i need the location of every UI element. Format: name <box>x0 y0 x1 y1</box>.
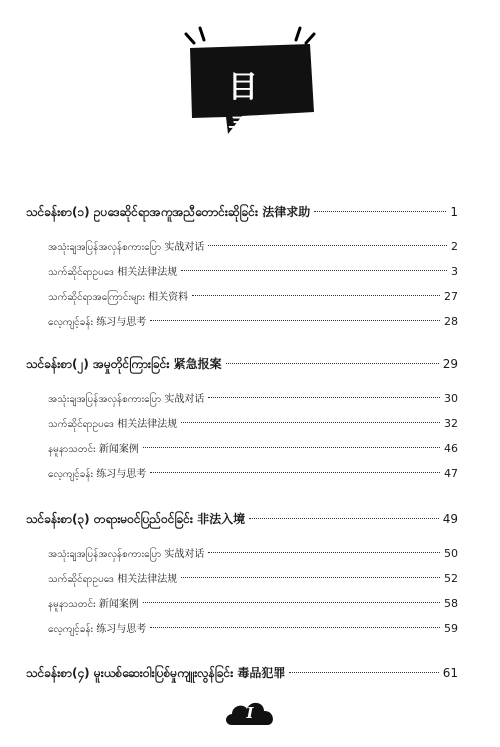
page-number: I <box>246 704 254 722</box>
toc-section-entry-label: အသုံးချအပြန်အလှန်စကားပြော 实战对话 <box>48 242 205 253</box>
toc-section-entry-page: 30 <box>444 392 458 405</box>
toc-section-entry-label: သက်ဆိုင်ရာဥပဒေ 相关法律法规 <box>48 574 178 585</box>
dot-leader <box>150 320 440 321</box>
toc-section-entry-page: 46 <box>444 442 458 455</box>
toc-chapter-entry-label: သင်ခန်းစာ(၄) မူးယစ်ဆေးဝါးပြစ်မှုကျူးလွန်ခြင်း 毒品犯罪 <box>26 666 286 680</box>
toc-section-entry-page: 27 <box>444 290 458 303</box>
toc-chapter-entry-page: 49 <box>442 512 458 526</box>
toc-chapter-entry[interactable] <box>26 664 458 683</box>
toc-section-entry-label: နမူနာသတင်း 新闻案例 <box>48 599 139 610</box>
toc-section-entry-page: 2 <box>451 240 458 253</box>
toc-section-entry-label: လေ့ကျင့်ခန်း 练习与思考 <box>48 317 147 328</box>
toc-section-entry-label: နမူနာသတင်း 新闻案例 <box>48 444 139 455</box>
toc-chapter-entry[interactable] <box>26 510 458 529</box>
toc-section-entry[interactable] <box>48 313 458 330</box>
dot-leader <box>208 245 447 246</box>
toc-chapter-entry-page: 29 <box>442 357 458 371</box>
dot-leader <box>249 518 439 519</box>
toc-section-entry-page: 59 <box>444 622 458 635</box>
dot-leader <box>150 472 440 473</box>
toc-section-entry-label: လေ့ကျင့်ခန်း 练习与思考 <box>48 469 147 480</box>
toc-chapter-entry-page: 1 <box>450 205 458 219</box>
toc-section-entry-page: 52 <box>444 572 458 585</box>
dot-leader <box>226 363 439 364</box>
dot-leader <box>314 211 446 212</box>
page-footer <box>222 697 278 731</box>
dot-leader <box>181 422 440 423</box>
toc-title: 目 录 <box>228 70 272 149</box>
toc-section-entry[interactable] <box>48 288 458 305</box>
dot-leader <box>208 552 440 553</box>
toc-section-entry-page: 28 <box>444 315 458 328</box>
toc-section-entry-page: 47 <box>444 467 458 480</box>
toc-chapter-entry-page: 61 <box>442 666 458 680</box>
toc-section-entry[interactable] <box>48 415 458 432</box>
dot-leader <box>143 602 440 603</box>
toc-section-entry[interactable] <box>48 238 458 255</box>
toc-section-entry[interactable] <box>48 263 458 280</box>
toc-section-entry-label: လေ့ကျင့်ခန်း 练习与思考 <box>48 624 147 635</box>
toc-section-entry-label: အသုံးချအပြန်အလှန်စကားပြော 实战对话 <box>48 549 205 560</box>
toc-section-entry-page: 58 <box>444 597 458 610</box>
toc-section-entry-page: 3 <box>451 265 458 278</box>
dot-leader <box>150 627 440 628</box>
toc-section-entry[interactable] <box>48 570 458 587</box>
toc-chapter-entry-label: သင်ခန်းစာ(၁) ဥပဒေဆိုင်ရာအကူအညီတောင်းဆိုခြင်း 法律求助 <box>26 205 311 219</box>
toc-section-entry[interactable] <box>48 620 458 637</box>
dot-leader <box>181 577 440 578</box>
toc-section-entry-label: အသုံးချအပြန်အလှန်စကားပြော 实战对话 <box>48 394 205 405</box>
toc-section-entry-label: သက်ဆိုင်ရာဥပဒေ 相关法律法规 <box>48 267 178 278</box>
toc-chapter-entry-label: သင်ခန်းစာ(၂) အမှုတိုင်ကြားခြင်း 紧急报案 <box>26 357 222 371</box>
toc-section-entry[interactable] <box>48 545 458 562</box>
toc-section-entry[interactable] <box>48 465 458 482</box>
toc-chapter-entry-label: သင်ခန်းစာ(၃) တရားမဝင်ပြည်ဝင်ခြင်း 非法入境 <box>26 512 246 526</box>
toc-section-entry[interactable] <box>48 440 458 457</box>
dot-leader <box>143 447 440 448</box>
toc-chapter-entry[interactable] <box>26 203 458 222</box>
toc-section-entry[interactable] <box>48 595 458 612</box>
toc-section-entry-page: 32 <box>444 417 458 430</box>
toc-section-entry-label: သက်ဆိုင်ရာဥပဒေ 相关法律法规 <box>48 419 178 430</box>
dot-leader <box>289 672 438 673</box>
dot-leader <box>181 270 447 271</box>
toc-section-entry[interactable] <box>48 390 458 407</box>
dot-leader <box>208 397 440 398</box>
toc-chapter-entry[interactable] <box>26 355 458 374</box>
toc-section-entry-label: သက်ဆိုင်ရာအကြောင်းများ 相关资料 <box>48 292 189 303</box>
dot-leader <box>192 295 440 296</box>
toc-section-entry-page: 50 <box>444 547 458 560</box>
